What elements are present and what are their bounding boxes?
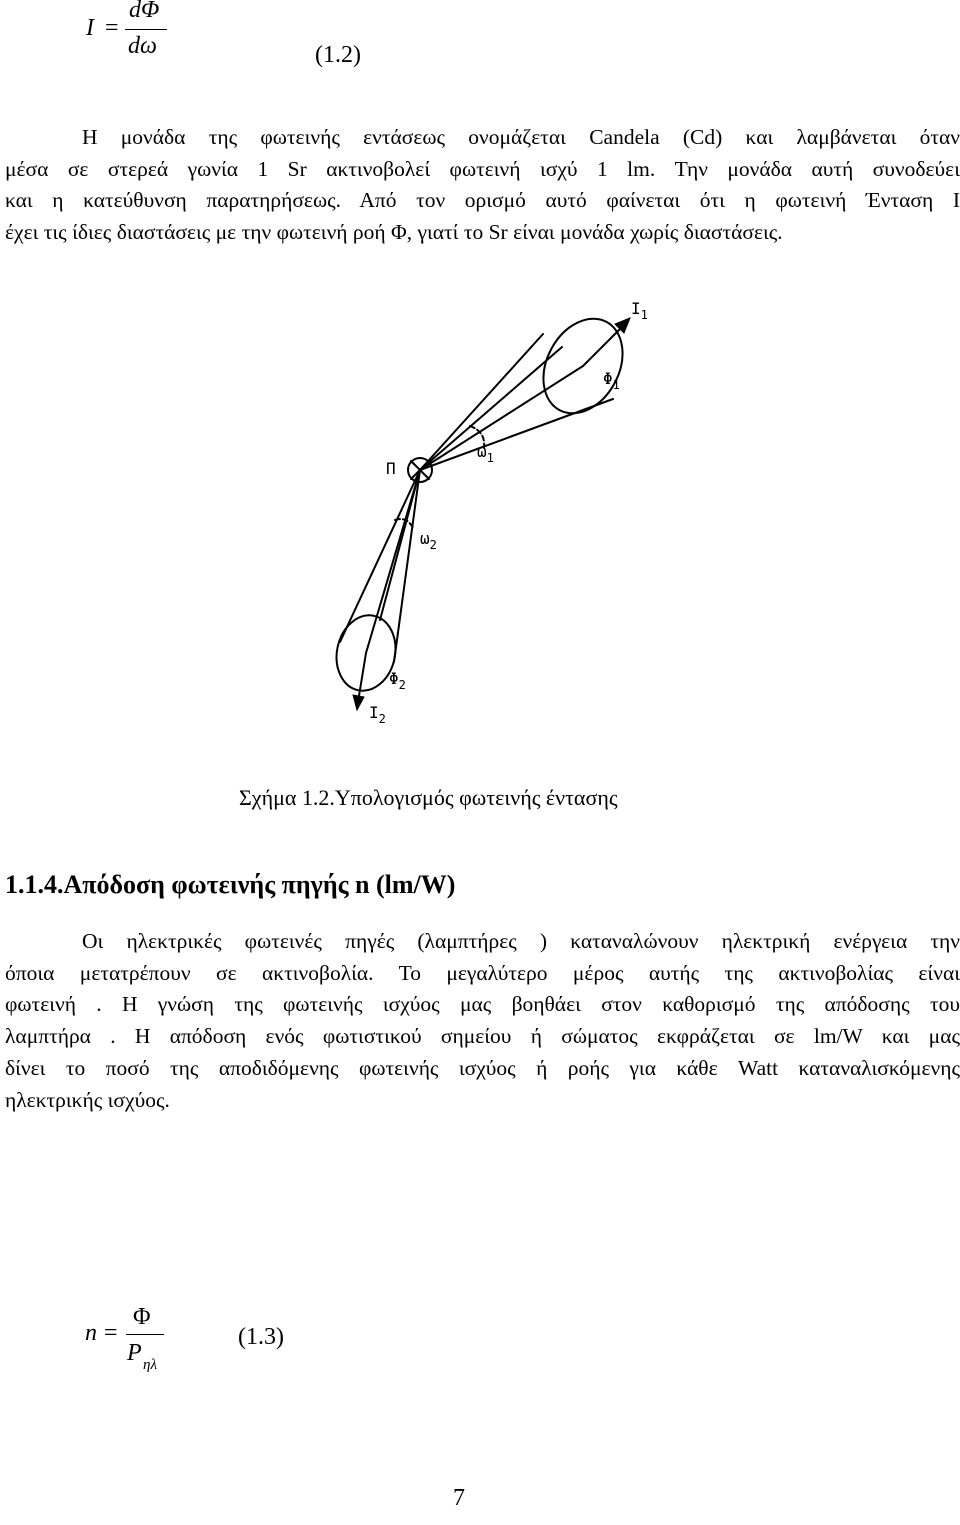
paragraph-line: Οι ηλεκτρικές φωτεινές πηγές (λαμπτήρες ) καταναλώνουν ηλεκτρική ενέργεια την xyxy=(82,929,960,953)
eq2-numerator: Φ xyxy=(133,1304,151,1330)
eq1-numerator: dΦ xyxy=(129,0,160,23)
eq1-number: (1.2) xyxy=(315,42,361,68)
eq2-lhs: n xyxy=(85,1320,97,1346)
eq1-lhs: I xyxy=(86,15,94,41)
figure-caption: Σχήμα 1.2.Υπολογισμός φωτεινής έντασης xyxy=(239,785,618,810)
paragraph-line: λαμπτήρα . Η απόδοση ενός φωτιστικού σημείου ή σώματος εκφράζεται σε lm/W και μας xyxy=(5,1024,960,1049)
label-Phi1: $\Phi_1$ xyxy=(603,369,620,392)
I2-arrow xyxy=(353,653,366,710)
paragraph-line: δίνει το ποσό της αποδιδόμενης φωτεινής ισχύος ή ροής για κάθε Watt καταναλισκόμενης xyxy=(5,1055,960,1080)
luminous-intensity-figure xyxy=(300,290,680,750)
label-Phi2: $\Phi_2$ xyxy=(389,669,406,692)
paragraph-line: ηλεκτρικής ισχύος. xyxy=(5,1087,170,1112)
label-omega1: $\omega_1$ xyxy=(477,442,494,465)
paragraph-line: και η κατεύθυνση παρατηρήσεως. Από τον ορισμό αυτό φαίνεται ότι η φωτεινή Ένταση Ι xyxy=(5,188,960,213)
paragraph-source-efficacy xyxy=(5,926,960,1116)
eq2-number: (1.3) xyxy=(238,1324,284,1350)
eq1-equals: = xyxy=(105,15,119,41)
label-I2: $I_2$ xyxy=(369,703,386,726)
page-number: 7 xyxy=(453,1485,465,1511)
label-I1: $I_1$ xyxy=(631,299,648,322)
paragraph-line: έχει τις ίδιες διαστάσεις με την φωτεινή ροή Φ, γιατί το Sr είναι μονάδα χωρίς διαστάσεις. xyxy=(5,220,783,245)
eq2-equals: = xyxy=(104,1320,118,1346)
eq2-denominator-subscript: ηλ xyxy=(143,1357,157,1373)
lower-cone xyxy=(330,470,420,696)
eq2-fraction-bar xyxy=(126,1334,164,1335)
eq1-fraction-bar xyxy=(125,29,167,30)
paragraph-line: όποια μετατρέπουν σε ακτινοβολία. Το μεγαλύτερο μέρος αυτής της ακτινοβολίας είναι xyxy=(5,960,960,985)
paragraph-intensity-unit xyxy=(5,122,960,249)
eq1-denominator: dω xyxy=(128,33,157,59)
paragraph-line: μέσα σε στερεά γωνία 1 Sr ακτινοβολεί φωτεινή ισχύ 1 lm. Την μονάδα αυτή συνοδεύει xyxy=(5,156,960,181)
eq2-denominator: P xyxy=(127,1340,142,1366)
paragraph-line: φωτεινή . Η γνώση της φωτεινής ισχύος μας βοηθάει στον καθορισμό της απόδοσης του xyxy=(5,992,960,1017)
paragraph-line: Η μονάδα της φωτεινής εντάσεως ονομάζεται Candela (Cd) και λαμβάνεται όταν xyxy=(82,125,960,149)
section-heading: 1.1.4.Απόδοση φωτεινής πηγής n (lm/W) xyxy=(5,870,456,899)
label-omega2: $\omega_2$ xyxy=(420,529,437,552)
label-point-P: Π xyxy=(386,459,396,478)
